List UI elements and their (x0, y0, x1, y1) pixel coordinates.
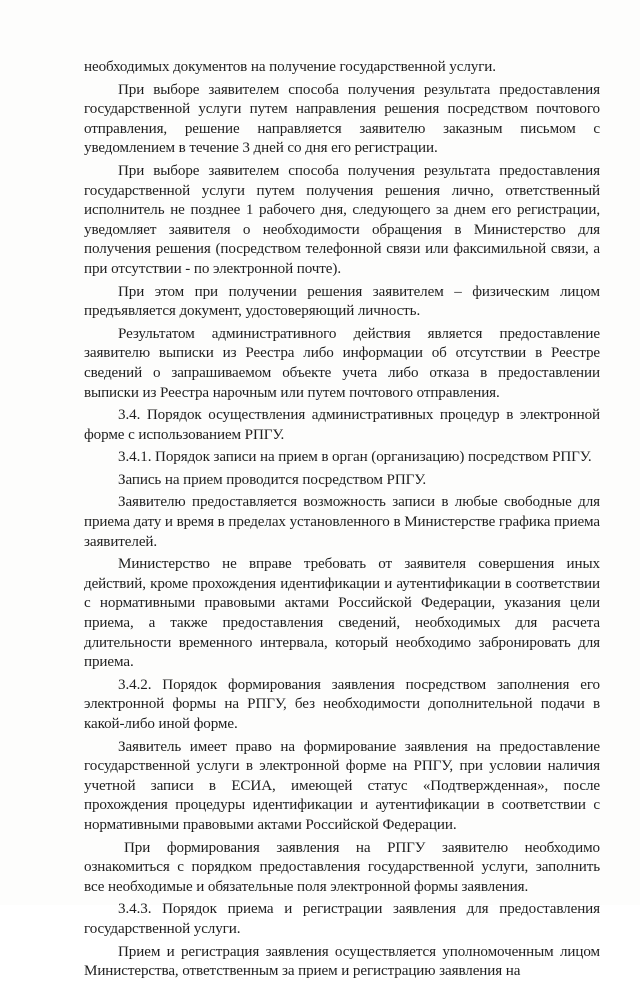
paragraph-appointment-slots: Заявителю предоставляется возможность записи в любые свободные для приема дату и время в пределах установленного в Министерстве графика приема заявителей. (84, 494, 600, 550)
paragraph-applicant-rights: Заявитель имеет право на формирование заявления на предоставление государственной услуги в электронной форме на РПГУ, при условии наличия учетной записи в ЕСИА, имеющей статус «Подтвержденная», после прохождения процедуры идентификации и аутентификации в соответствии с нормативными правовыми актами Российской Федерации. (84, 738, 600, 833)
paragraph-ministry-restrictions: Министерство не вправе требовать от заявителя совершения иных действий, кроме прохождения идентификации и аутентификации в соответствии с нормативными правовыми актами Российской Федерации, указания цели приема, а также предоставления сведений, необходимых для расчета длительности временного интервала, который необходимо забронировать для приема. (84, 556, 600, 671)
section-3-4-2-heading: 3.4.2. Порядок формирования заявления посредством заполнения его электронной формы на РПГУ, без необходимости дополнительной подачи в какой-либо иной форме. (84, 676, 600, 732)
paragraph-appointment: Запись на прием проводится посредством РПГУ. (118, 471, 427, 488)
section-3-4-1-heading: 3.4.1. Порядок записи на прием в орган (организацию) посредством РПГУ. (118, 449, 592, 466)
paragraph-action-result: Результатом административного действия является предоставление заявителю выписки из Реестра либо информации об отсутствии в Реестре сведений о запрашиваемом объекте учета либо отказа в предоставлении выписки из Реестра нарочным или путем почтового отправления. (84, 325, 600, 401)
paragraph-continuation: необходимых документов на получение государственной услуги. (84, 59, 496, 75)
paragraph-personal-receipt: При выборе заявителем способа получения результата предоставления государственной услуги путем получения решения лично, ответственный исполнитель не позднее 1 рабочего дня, следующего за днем его регистрации, уведомляет заявителя о необходимости обращения в Министерство для получения решения (посредством телефонной связи или факсимильной связи, а при отсутствии - по электронной почте). (84, 162, 600, 277)
paragraph-postal-delivery: При выборе заявителем способа получения результата предоставления государственной услуги путем направления решения посредством почтового отправления, решение направляется заявителю заказным письмом с уведомлением в течение 3 дней со дня его регистрации. (84, 81, 600, 157)
document-page (84, 58, 600, 982)
section-3-4-heading: 3.4. Порядок осуществления административных процедур в электронной форме с использованием РПГУ. (84, 407, 600, 443)
section-3-4-3-heading: 3.4.3. Порядок приема и регистрации заявления для предоставления государственной услуги. (84, 901, 600, 937)
paragraph-form-filling: При формирования заявления на РПГУ заявителю необходимо ознакомиться с порядком предоставления государственной услуги, заполнить все необходимые и обязательные поля электронной формы заявления. (84, 839, 600, 895)
paragraph-identity-document: При этом при получении решения заявителем – физическим лицом предъявляется документ, удостоверяющий личность. (84, 283, 600, 320)
paragraph-registration: Прием и регистрация заявления осуществляется уполномоченным лицом Министерства, ответственным за прием и регистрацию заявления на (84, 943, 600, 980)
